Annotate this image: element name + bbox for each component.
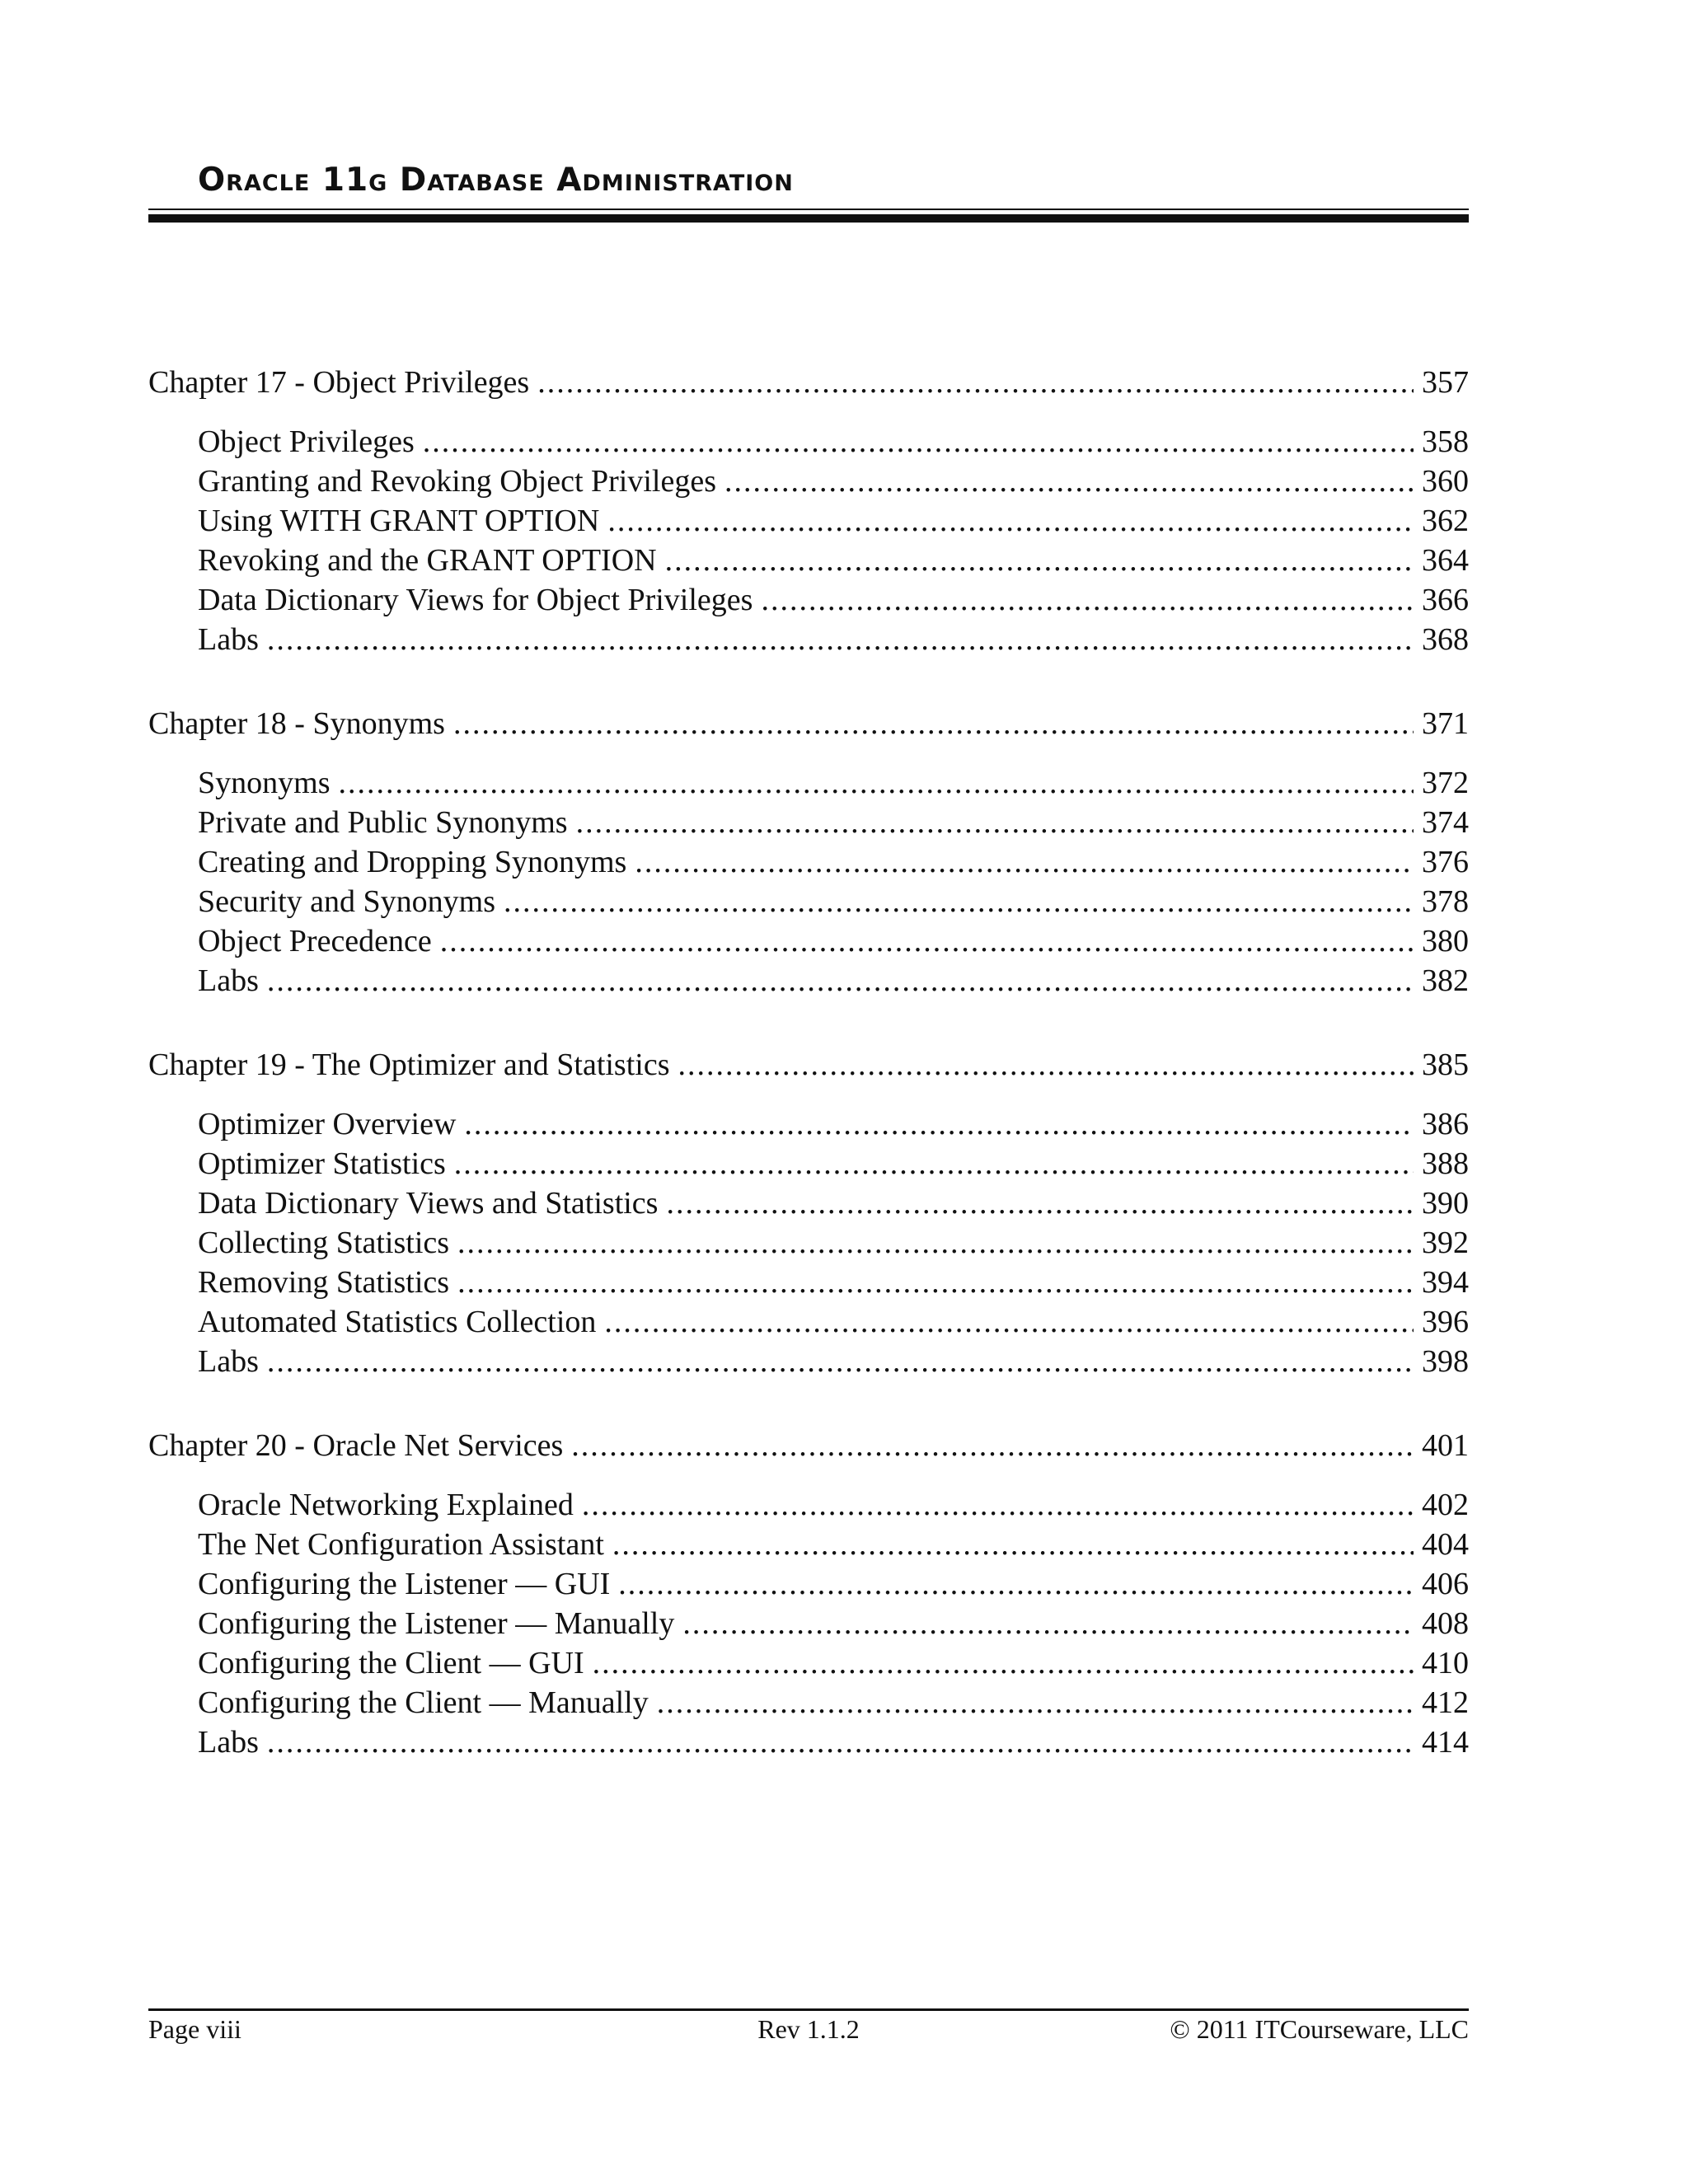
toc-section-title: Optimizer Statistics bbox=[198, 1146, 446, 1181]
toc-page-number: 362 bbox=[1422, 504, 1469, 538]
toc-page-number: 364 bbox=[1422, 543, 1469, 578]
toc-section-entry[interactable] bbox=[148, 1342, 1469, 1381]
toc-page-number: 390 bbox=[1422, 1186, 1469, 1221]
toc-page-number: 358 bbox=[1422, 424, 1469, 459]
toc-dot-leader bbox=[593, 1643, 1414, 1683]
header-rule-thin bbox=[148, 209, 1469, 210]
toc-page-number: 392 bbox=[1422, 1226, 1469, 1260]
toc-page-number: 398 bbox=[1422, 1344, 1469, 1379]
toc-section-entry[interactable] bbox=[148, 1485, 1469, 1525]
toc-dot-leader bbox=[607, 501, 1414, 541]
toc-section-title: Removing Statistics bbox=[198, 1265, 450, 1300]
toc-dot-leader bbox=[582, 1485, 1414, 1525]
toc-dot-leader bbox=[724, 462, 1414, 501]
page-footer bbox=[148, 2013, 1469, 2046]
toc-section-entry[interactable] bbox=[148, 462, 1469, 501]
running-header-title: Oracle 11g Database Administration bbox=[198, 162, 794, 199]
toc-page-number: 382 bbox=[1422, 963, 1469, 998]
toc-dot-leader bbox=[338, 763, 1414, 803]
toc-section-title: Data Dictionary Views and Statistics bbox=[198, 1186, 659, 1221]
toc-page-number: 406 bbox=[1422, 1567, 1469, 1601]
toc-section-entry[interactable] bbox=[148, 501, 1469, 541]
toc-section-title: Labs bbox=[198, 622, 259, 657]
toc-page-number: 380 bbox=[1422, 924, 1469, 958]
toc-dot-leader bbox=[604, 1302, 1414, 1342]
toc-section-entry[interactable] bbox=[148, 803, 1469, 842]
toc-section-title: Configuring the Client — GUI bbox=[198, 1646, 584, 1680]
toc-section-title: Configuring the Client — Manually bbox=[198, 1685, 649, 1720]
toc-page-number: 385 bbox=[1422, 1047, 1469, 1082]
toc-dot-leader bbox=[457, 1263, 1414, 1302]
toc-page-number: 366 bbox=[1422, 583, 1469, 617]
toc-dot-leader bbox=[678, 1045, 1414, 1085]
toc-section-entry[interactable] bbox=[148, 842, 1469, 882]
footer-rule bbox=[148, 2008, 1469, 2011]
toc-section-entry[interactable] bbox=[148, 1722, 1469, 1762]
toc-section-title: Labs bbox=[198, 1344, 259, 1379]
toc-section-entry[interactable] bbox=[148, 620, 1469, 659]
toc-section-title: Configuring the Listener — GUI bbox=[198, 1567, 611, 1601]
toc-page-number: 414 bbox=[1422, 1725, 1469, 1760]
toc-page-number: 404 bbox=[1422, 1527, 1469, 1562]
toc-dot-leader bbox=[571, 1426, 1414, 1465]
toc-dot-leader bbox=[635, 842, 1414, 882]
toc-section-title: Automated Statistics Collection bbox=[198, 1305, 597, 1339]
toc-dot-leader bbox=[504, 882, 1414, 921]
toc-section-title: Oracle Networking Explained bbox=[198, 1488, 574, 1522]
toc-section-entry[interactable] bbox=[148, 961, 1469, 1001]
toc-section-title: Security and Synonyms bbox=[198, 884, 495, 919]
footer-copyright: © 2011 ITCourseware, LLC bbox=[1170, 2014, 1469, 2044]
toc-page-number: 357 bbox=[1422, 365, 1469, 400]
toc-dot-leader bbox=[267, 620, 1414, 659]
toc-dot-leader bbox=[665, 541, 1414, 580]
toc-chapter-entry[interactable] bbox=[148, 363, 1469, 402]
toc-section-title: Revoking and the GRANT OPTION bbox=[198, 543, 657, 578]
toc-page-number: 368 bbox=[1422, 622, 1469, 657]
toc-dot-leader bbox=[453, 704, 1414, 743]
toc-page-number: 394 bbox=[1422, 1265, 1469, 1300]
toc-chapter-19 bbox=[148, 1045, 1469, 1381]
footer-revision: Rev 1.1.2 bbox=[757, 2014, 860, 2044]
toc-dot-leader bbox=[682, 1604, 1414, 1643]
toc-section-title: Optimizer Overview bbox=[198, 1107, 457, 1141]
toc-section-entry[interactable] bbox=[148, 763, 1469, 803]
toc-section-entry[interactable] bbox=[148, 1643, 1469, 1683]
toc-section-entry[interactable] bbox=[148, 1144, 1469, 1183]
toc-chapter-20 bbox=[148, 1426, 1469, 1762]
toc-chapter-entry[interactable] bbox=[148, 704, 1469, 743]
toc-section-entry[interactable] bbox=[148, 921, 1469, 961]
toc-dot-leader bbox=[267, 1722, 1414, 1762]
toc-dot-leader bbox=[618, 1564, 1414, 1604]
toc-page-number: 412 bbox=[1422, 1685, 1469, 1720]
toc-page-number: 396 bbox=[1422, 1305, 1469, 1339]
toc-section-entry[interactable] bbox=[148, 1302, 1469, 1342]
toc-page-number: 372 bbox=[1422, 766, 1469, 800]
toc-dot-leader bbox=[454, 1144, 1414, 1183]
toc-page-number: 360 bbox=[1422, 464, 1469, 499]
toc-section-title: Collecting Statistics bbox=[198, 1226, 450, 1260]
toc-section-title: Labs bbox=[198, 1725, 259, 1760]
toc-section-entry[interactable] bbox=[148, 882, 1469, 921]
toc-page-number: 388 bbox=[1422, 1146, 1469, 1181]
toc-page-number: 402 bbox=[1422, 1488, 1469, 1522]
toc-section-title: Creating and Dropping Synonyms bbox=[198, 845, 627, 879]
toc-section-title: Labs bbox=[198, 963, 259, 998]
toc-dot-leader bbox=[657, 1683, 1414, 1722]
toc-section-entry[interactable] bbox=[148, 1183, 1469, 1223]
toc-dot-leader bbox=[267, 1342, 1414, 1381]
toc-page-number: 401 bbox=[1422, 1428, 1469, 1463]
toc-page-number: 374 bbox=[1422, 805, 1469, 840]
toc-page-number: 386 bbox=[1422, 1107, 1469, 1141]
toc-dot-leader bbox=[612, 1525, 1414, 1564]
toc-dot-leader bbox=[464, 1104, 1414, 1144]
toc-page-number: 376 bbox=[1422, 845, 1469, 879]
toc-section-title: Synonyms bbox=[198, 766, 331, 800]
toc-chapter-title: Chapter 18 - Synonyms bbox=[148, 706, 445, 741]
toc-section-title: Data Dictionary Views for Object Privileges bbox=[198, 583, 753, 617]
toc-chapter-title: Chapter 19 - The Optimizer and Statistics bbox=[148, 1047, 670, 1082]
toc-page-number: 378 bbox=[1422, 884, 1469, 919]
toc-section-entry[interactable] bbox=[148, 1223, 1469, 1263]
toc-dot-leader bbox=[457, 1223, 1414, 1263]
toc-chapter-entry[interactable] bbox=[148, 1045, 1469, 1085]
toc-page-number: 408 bbox=[1422, 1606, 1469, 1641]
toc-chapter-title: Chapter 17 - Object Privileges bbox=[148, 365, 530, 400]
toc-dot-leader bbox=[267, 961, 1414, 1001]
toc-section-entry[interactable] bbox=[148, 541, 1469, 580]
toc-section-entry[interactable] bbox=[148, 1564, 1469, 1604]
toc-dot-leader bbox=[761, 580, 1414, 620]
toc-dot-leader bbox=[440, 921, 1414, 961]
toc-section-title: Configuring the Listener — Manually bbox=[198, 1606, 675, 1641]
toc-section-title: Using WITH GRANT OPTION bbox=[198, 504, 600, 538]
toc-section-title: The Net Configuration Assistant bbox=[198, 1527, 604, 1562]
toc-chapter-title: Chapter 20 - Oracle Net Services bbox=[148, 1428, 564, 1463]
toc-section-entry[interactable] bbox=[148, 1104, 1469, 1144]
toc-section-entry[interactable] bbox=[148, 422, 1469, 462]
toc-chapter-17 bbox=[148, 363, 1469, 659]
toc-dot-leader bbox=[576, 803, 1414, 842]
toc-dot-leader bbox=[666, 1183, 1414, 1223]
toc-chapter-entry[interactable] bbox=[148, 1426, 1469, 1465]
footer-page-label: Page viii bbox=[148, 2014, 241, 2044]
table-of-contents bbox=[148, 363, 1469, 1807]
toc-section-entry[interactable] bbox=[148, 1263, 1469, 1302]
toc-dot-leader bbox=[537, 363, 1414, 402]
toc-section-title: Object Precedence bbox=[198, 924, 432, 958]
header-rule-thick bbox=[148, 214, 1469, 223]
toc-section-entry[interactable] bbox=[148, 1683, 1469, 1722]
toc-section-title: Object Privileges bbox=[198, 424, 415, 459]
toc-chapter-18 bbox=[148, 704, 1469, 1001]
toc-page-number: 371 bbox=[1422, 706, 1469, 741]
toc-section-entry[interactable] bbox=[148, 1604, 1469, 1643]
toc-dot-leader bbox=[423, 422, 1414, 462]
toc-section-entry[interactable] bbox=[148, 580, 1469, 620]
toc-section-title: Private and Public Synonyms bbox=[198, 805, 568, 840]
toc-section-entry[interactable] bbox=[148, 1525, 1469, 1564]
toc-page-number: 410 bbox=[1422, 1646, 1469, 1680]
toc-section-title: Granting and Revoking Object Privileges bbox=[198, 464, 716, 499]
